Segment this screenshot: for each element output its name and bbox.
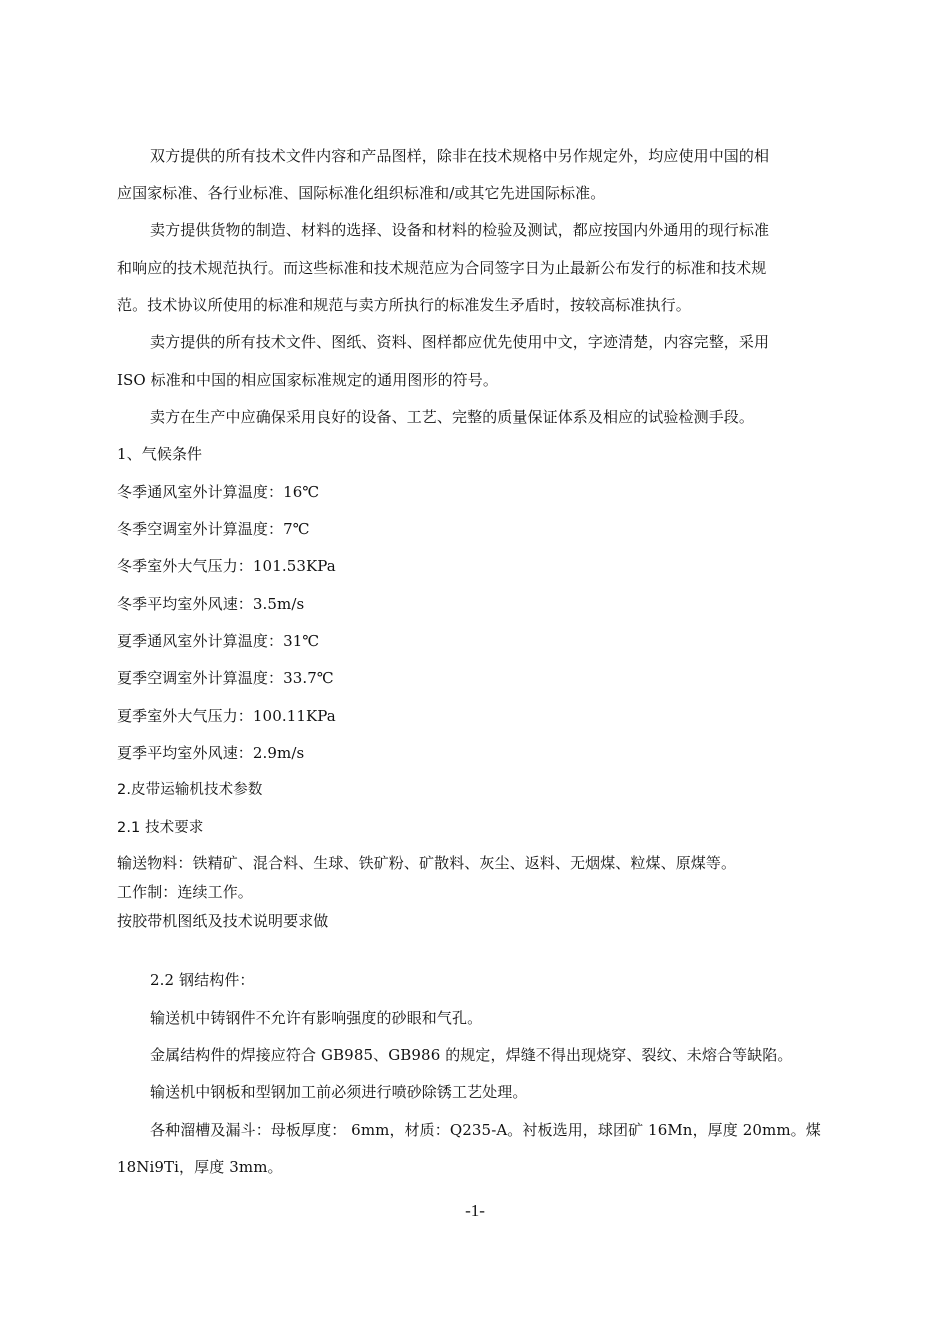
climate-item: 夏季室外大气压力：100.11KPa: [117, 707, 336, 725]
para2-line1: 卖方提供货物的制造、材料的选择、设备和材料的检验及测试，都应按国内外通用的现行标准: [150, 221, 770, 239]
requirement-line: 工作制：连续工作。: [117, 883, 253, 901]
para4-line1: 卖方在生产中应确保采用良好的设备、工艺、完整的质量保证体系及相应的试验检测手段。: [150, 408, 755, 426]
requirement-line: 按胶带机图纸及技术说明要求做: [117, 912, 329, 930]
climate-heading: 1、气候条件: [117, 445, 203, 463]
page-number: -1-: [465, 1201, 485, 1220]
climate-item: 冬季空调室外计算温度：7℃: [117, 520, 310, 538]
para3-line2: ISO 标准和中国的相应国家标准规定的通用图形的符号。: [117, 371, 498, 389]
climate-item: 夏季通风室外计算温度：31℃: [117, 632, 320, 650]
section2-1-heading: 2.1 技术要求: [117, 820, 204, 836]
climate-item: 冬季平均室外风速：3.5m/s: [117, 595, 305, 613]
climate-item: 夏季空调室外计算温度：33.7℃: [117, 669, 334, 687]
para1-line2: 应国家标准、各行业标准、国际标准化组织标准和/或其它先进国际标准。: [117, 184, 606, 202]
steel-line: 18Ni9Ti，厚度 3mm。: [117, 1158, 283, 1176]
climate-item: 夏季平均室外风速：2.9m/s: [117, 744, 305, 762]
steel-line: 输送机中钢板和型钢加工前必须进行喷砂除锈工艺处理。: [150, 1083, 528, 1101]
steel-line: 金属结构件的焊接应符合 GB985、GB986 的规定，焊缝不得出现烧穿、裂纹、未熔合等缺陷。: [150, 1046, 793, 1064]
steel-line: 各种溜槽及漏斗：母板厚度： 6mm，材质：Q235-A。衬板选用，球团矿 16Mn，厚度 20mm。煤: [150, 1121, 821, 1139]
para3-line1: 卖方提供的所有技术文件、图纸、资料、图样都应优先使用中文，字迹清楚，内容完整，采用: [150, 333, 770, 351]
climate-item: 冬季通风室外计算温度：16℃: [117, 483, 320, 501]
climate-item: 冬季室外大气压力：101.53KPa: [117, 557, 336, 575]
section2-2-heading: 2.2 钢结构件：: [150, 971, 255, 989]
para2-line3: 范。技术协议所使用的标准和规范与卖方所执行的标准发生矛盾时，按较高标准执行。: [117, 296, 691, 314]
requirement-line: 输送物料：铁精矿、混合料、生球、铁矿粉、矿散料、灰尘、返料、无烟煤、粒煤、原煤等。: [117, 854, 737, 872]
steel-line: 输送机中铸钢件不允许有影响强度的砂眼和气孔。: [150, 1009, 483, 1027]
para1-line1: 双方提供的所有技术文件内容和产品图样，除非在技术规格中另作规定外，均应使用中国的相: [150, 147, 770, 165]
section2-heading: 2.皮带运输机技术参数: [117, 782, 263, 798]
para2-line2: 和响应的技术规范执行。而这些标准和技术规范应为合同签字日为止最新公布发行的标准和技术规: [117, 259, 767, 277]
